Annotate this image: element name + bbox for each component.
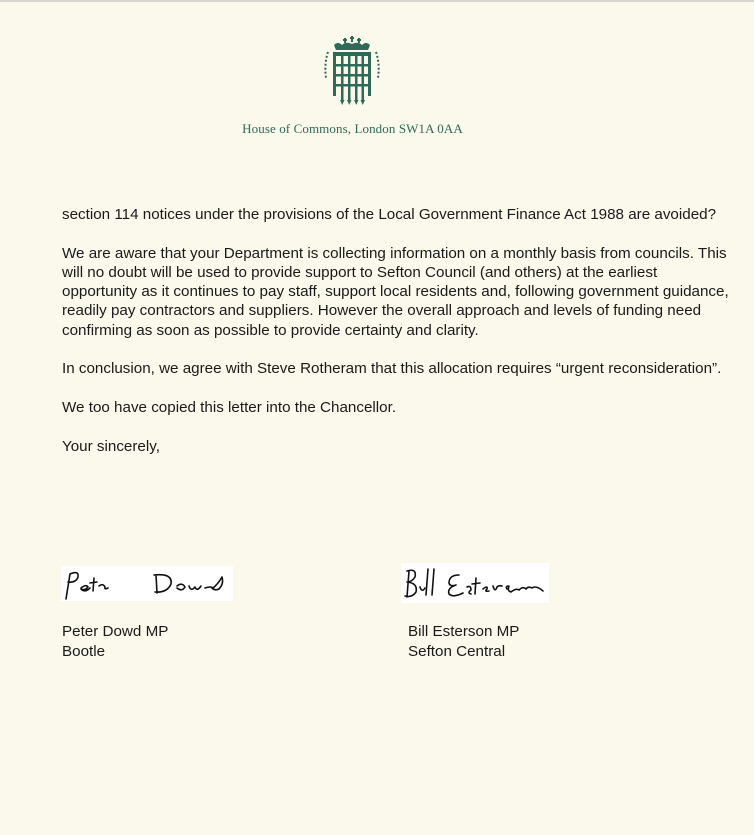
signatory-name: Peter Dowd MP [62,623,169,640]
paragraph: We are aware that your Department is collecting information on a monthly basis from councils. This will no doubt will be used to provide support to Sefton Council (and others) at the earliest opportunity as it continues to pay staff, support local residents and, following government guidance, readily pay contractors and suppliers. However the overall approach and levels of funding need confirming as soon as possible to provide certainty and clarity. [62,244,729,339]
signatory-bill-esterson [408,622,519,662]
signatory-constituency: Bootle [62,643,106,660]
letterhead-address: House of Commons, London SW1A 0AA [242,121,463,136]
letter-body [62,205,732,475]
portcullis-crest-icon [320,36,384,106]
signatory-constituency: Sefton Central [408,643,506,660]
paragraph: In conclusion, we agree with Steve Rotheram that this allocation requires “urgent reconsideration”. [62,360,722,378]
signature-bill-esterson [401,563,549,603]
closing: Your sincerely, [62,437,160,455]
paragraph: We too have copied this letter into the Chancellor. [62,398,397,416]
signature-peter-dowd [61,566,233,601]
top-border [0,0,754,2]
signatory-peter-dowd [62,622,168,662]
signatory-name: Bill Esterson MP [408,623,520,640]
paragraph: section 114 notices under the provisions of the Local Government Finance Act 1988 are avoided? [62,206,717,223]
